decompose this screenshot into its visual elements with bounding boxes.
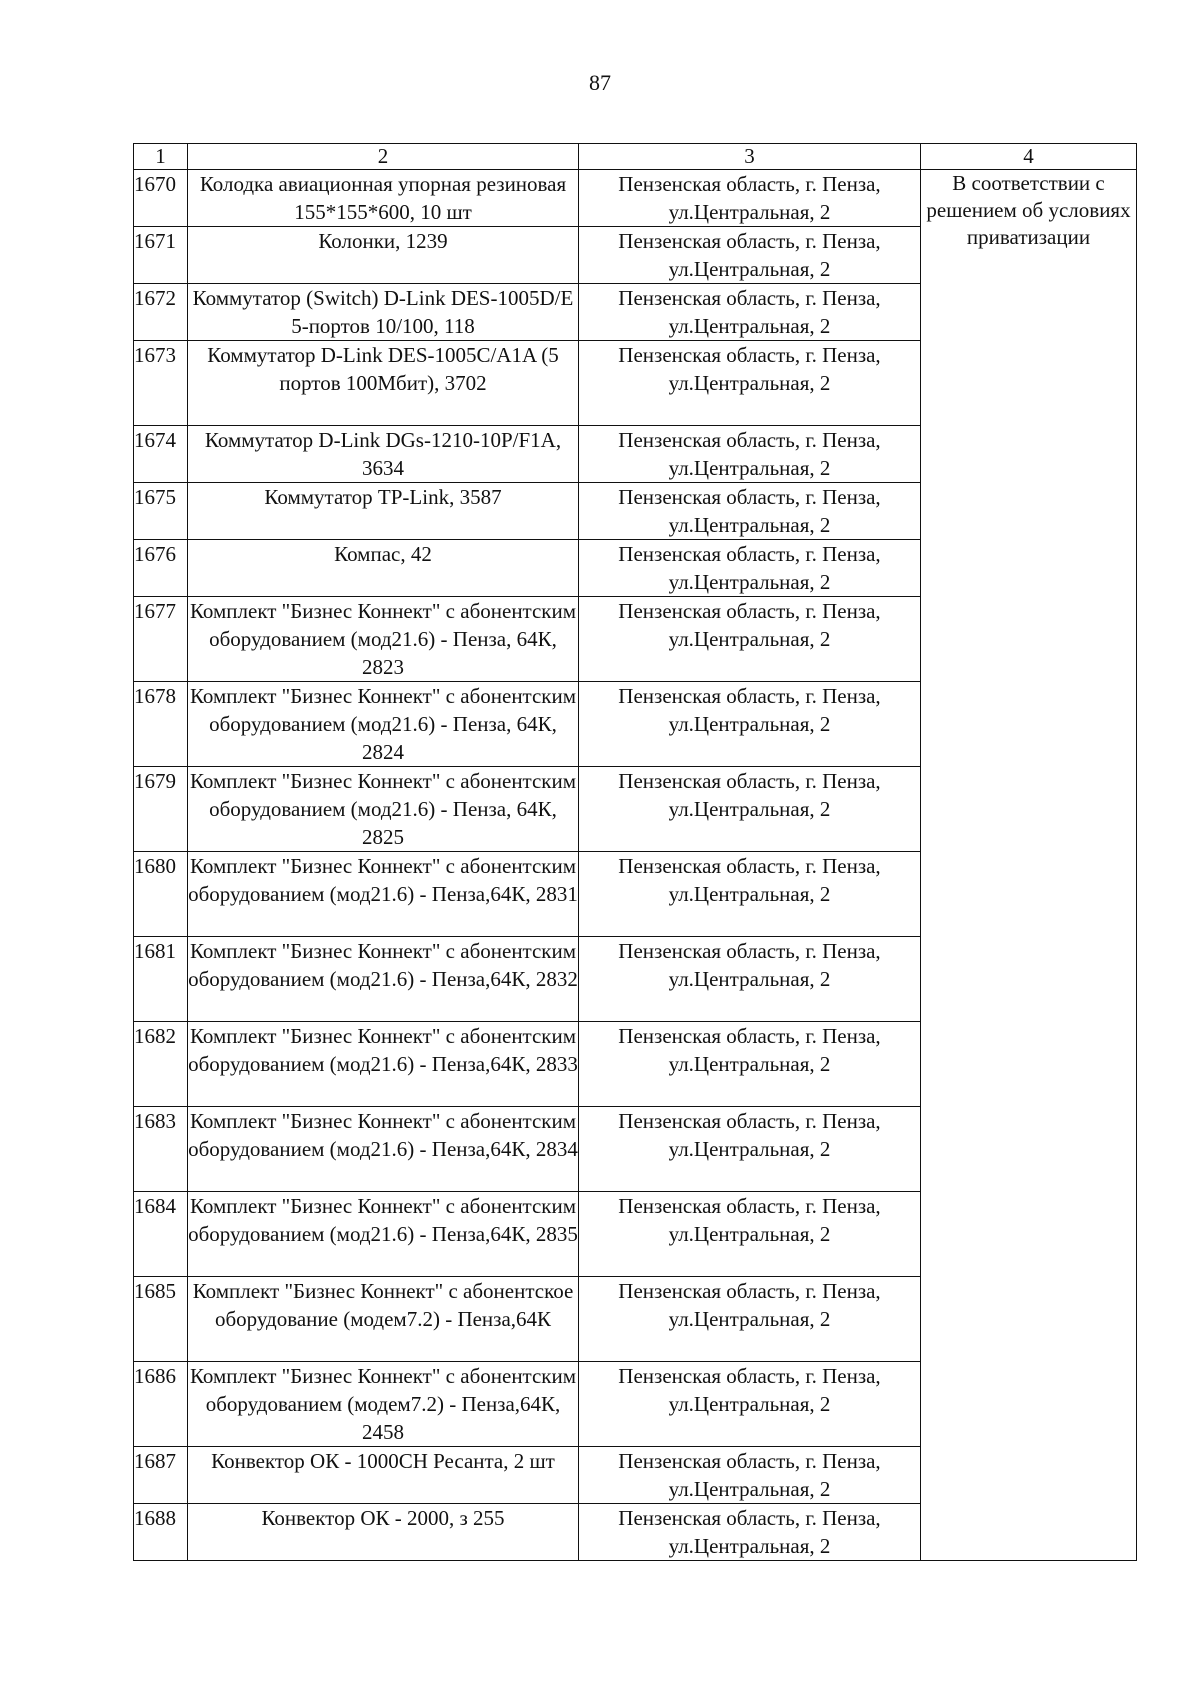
item-name: Коммутатор D-Link DGs-1210-10P/F1A, 3634 (188, 426, 579, 483)
item-address: Пензенская область, г. Пенза, ул.Центральная, 2 (579, 597, 921, 682)
row-number: 1675 (134, 483, 188, 540)
row-number: 1677 (134, 597, 188, 682)
item-address: Пензенская область, г. Пенза, ул.Центральная, 2 (579, 1504, 921, 1561)
item-address: Пензенская область, г. Пенза, ул.Центральная, 2 (579, 426, 921, 483)
header-col-3: 3 (579, 144, 921, 170)
row-number: 1682 (134, 1022, 188, 1107)
item-name: Комплект "Бизнес Коннект" с абонентским оборудованием (модем7.2) - Пенза,64К, 2458 (188, 1362, 579, 1447)
item-address: Пензенская область, г. Пенза, ул.Центральная, 2 (579, 937, 921, 1022)
item-address: Пензенская область, г. Пенза, ул.Центральная, 2 (579, 852, 921, 937)
table-row (134, 170, 1137, 227)
row-number: 1683 (134, 1107, 188, 1192)
item-address: Пензенская область, г. Пенза, ул.Центральная, 2 (579, 341, 921, 426)
item-name: Конвектор ОК - 1000СН Ресанта, 2 шт (188, 1447, 579, 1504)
item-address: Пензенская область, г. Пенза, ул.Центральная, 2 (579, 682, 921, 767)
header-col-2: 2 (188, 144, 579, 170)
privatization-condition: В соответствии с решением об условиях приватизации (921, 170, 1137, 1561)
item-address: Пензенская область, г. Пенза, ул.Центральная, 2 (579, 1192, 921, 1277)
row-number: 1687 (134, 1447, 188, 1504)
row-number: 1686 (134, 1362, 188, 1447)
item-name: Компас, 42 (188, 540, 579, 597)
item-address: Пензенская область, г. Пенза, ул.Центральная, 2 (579, 1447, 921, 1504)
item-name: Комплект "Бизнес Коннект" с абонентское оборудование (модем7.2) - Пенза,64К (188, 1277, 579, 1362)
item-address: Пензенская область, г. Пенза, ул.Центральная, 2 (579, 483, 921, 540)
item-address: Пензенская область, г. Пенза, ул.Центральная, 2 (579, 227, 921, 284)
item-name: Комплект "Бизнес Коннект" с абонентским оборудованием (мод21.6) - Пенза,64К, 2832 (188, 937, 579, 1022)
row-number: 1670 (134, 170, 188, 227)
item-name: Коммутатор TP-Link, 3587 (188, 483, 579, 540)
row-number: 1681 (134, 937, 188, 1022)
page-number: 87 (589, 70, 611, 95)
row-number: 1678 (134, 682, 188, 767)
item-name: Комплект "Бизнес Коннект" с абонентским оборудованием (мод21.6) - Пенза, 64К, 2823 (188, 597, 579, 682)
header-col-1: 1 (134, 144, 188, 170)
item-address: Пензенская область, г. Пенза, ул.Центральная, 2 (579, 1107, 921, 1192)
item-address: Пензенская область, г. Пенза, ул.Центральная, 2 (579, 1362, 921, 1447)
item-name: Коммутатор D-Link DES-1005C/A1A (5 портов 100Мбит), 3702 (188, 341, 579, 426)
item-name: Комплект "Бизнес Коннект" с абонентским оборудованием (мод21.6) - Пенза, 64К, 2825 (188, 767, 579, 852)
item-name: Комплект "Бизнес Коннект" с абонентским оборудованием (мод21.6) - Пенза,64К, 2834 (188, 1107, 579, 1192)
item-address: Пензенская область, г. Пенза, ул.Центральная, 2 (579, 284, 921, 341)
item-name: Комплект "Бизнес Коннект" с абонентским оборудованием (мод21.6) - Пенза,64К, 2833 (188, 1022, 579, 1107)
row-number: 1674 (134, 426, 188, 483)
row-number: 1676 (134, 540, 188, 597)
row-number: 1672 (134, 284, 188, 341)
property-table (133, 143, 1137, 1561)
item-name: Комплект "Бизнес Коннект" с абонентским оборудованием (мод21.6) - Пенза,64К, 2835 (188, 1192, 579, 1277)
row-number: 1680 (134, 852, 188, 937)
item-name: Комплект "Бизнес Коннект" с абонентским оборудованием (мод21.6) - Пенза, 64К, 2824 (188, 682, 579, 767)
table-header-row (134, 144, 1137, 170)
row-number: 1679 (134, 767, 188, 852)
row-number: 1688 (134, 1504, 188, 1561)
row-number: 1684 (134, 1192, 188, 1277)
item-address: Пензенская область, г. Пенза, ул.Центральная, 2 (579, 170, 921, 227)
item-name: Коммутатор (Switch) D-Link DES-1005D/E 5-портов 10/100, 118 (188, 284, 579, 341)
row-number: 1673 (134, 341, 188, 426)
item-name: Колонки, 1239 (188, 227, 579, 284)
item-name: Колодка авиационная упорная резиновая 155*155*600, 10 шт (188, 170, 579, 227)
item-address: Пензенская область, г. Пенза, ул.Центральная, 2 (579, 1277, 921, 1362)
item-address: Пензенская область, г. Пенза, ул.Центральная, 2 (579, 540, 921, 597)
item-name: Конвектор ОК - 2000, з 255 (188, 1504, 579, 1561)
row-number: 1671 (134, 227, 188, 284)
header-col-4: 4 (921, 144, 1137, 170)
row-number: 1685 (134, 1277, 188, 1362)
item-name: Комплект "Бизнес Коннект" с абонентским оборудованием (мод21.6) - Пенза,64К, 2831 (188, 852, 579, 937)
item-address: Пензенская область, г. Пенза, ул.Центральная, 2 (579, 1022, 921, 1107)
item-address: Пензенская область, г. Пенза, ул.Центральная, 2 (579, 767, 921, 852)
